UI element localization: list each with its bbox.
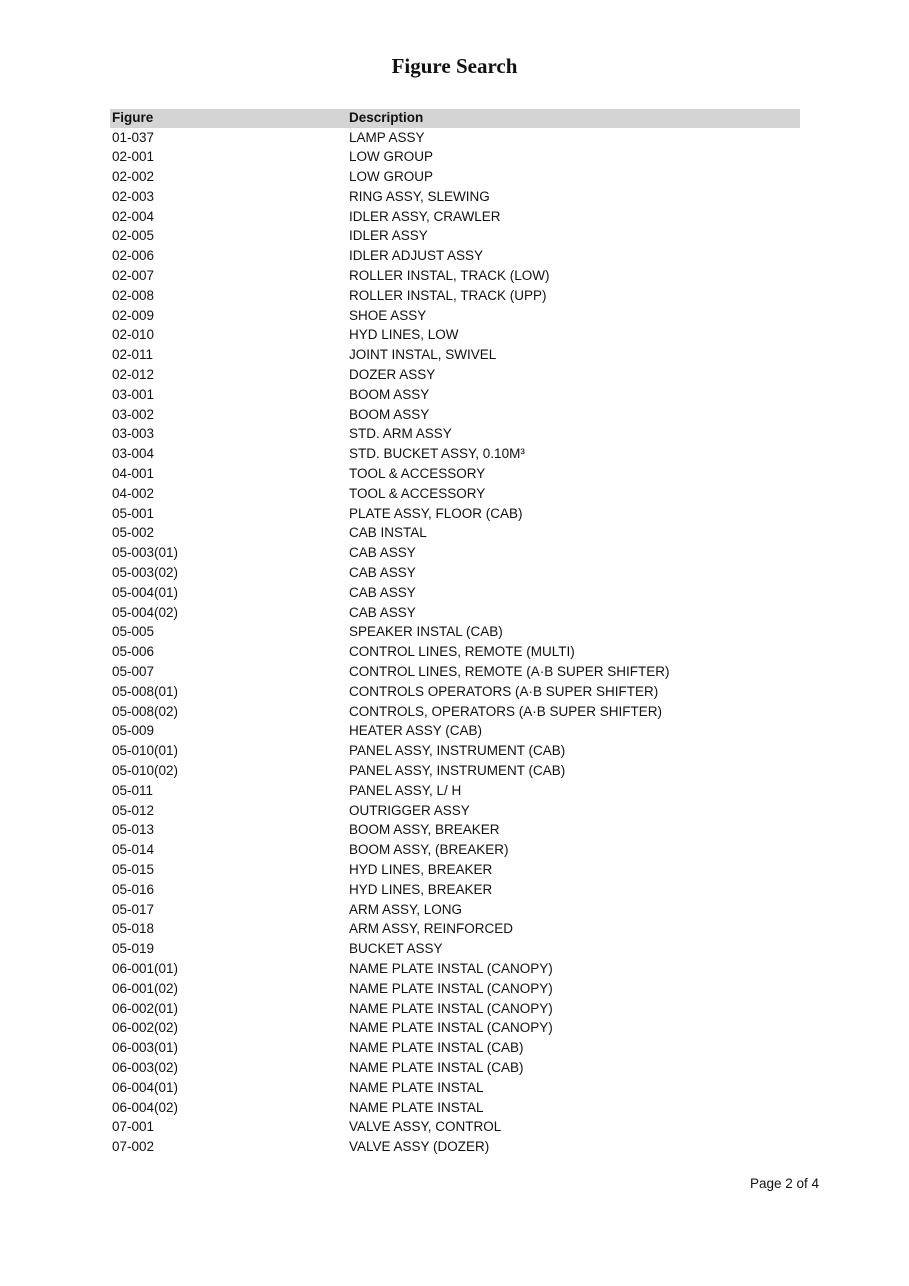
table-row[interactable]: [110, 1059, 800, 1079]
figure-table: [110, 129, 800, 1158]
table-row[interactable]: [110, 307, 800, 327]
figure-number[interactable]: 05-014: [112, 842, 155, 858]
figure-description: BOOM ASSY: [349, 406, 430, 422]
table-row[interactable]: [110, 227, 800, 247]
table-row[interactable]: [110, 584, 800, 604]
table-row[interactable]: [110, 920, 800, 940]
page-title: Figure Search: [391, 54, 518, 78]
table-row[interactable]: [110, 148, 800, 168]
table-row[interactable]: [110, 980, 800, 1000]
figure-number[interactable]: 07-001: [112, 1119, 155, 1135]
table-row[interactable]: [110, 485, 800, 505]
figure-number[interactable]: 06-004(02): [112, 1099, 179, 1115]
figure-number[interactable]: 05-002: [112, 525, 155, 541]
figure-description: CAB ASSY: [349, 604, 416, 620]
figure-description: SPEAKER INSTAL (CAB): [349, 624, 503, 640]
figure-number[interactable]: 06-001(01): [112, 960, 179, 976]
figure-number[interactable]: 06-003(02): [112, 1059, 179, 1075]
figure-description: CAB INSTAL: [349, 525, 427, 541]
figure-description: JOINT INSTAL, SWIVEL: [349, 347, 497, 363]
figure-number[interactable]: 06-002(02): [112, 1020, 179, 1036]
figure-description: BOOM ASSY, BREAKER: [349, 822, 500, 838]
figure-description: NAME PLATE INSTAL (CAB): [349, 1040, 524, 1056]
figure-number[interactable]: 02-011: [112, 347, 154, 363]
figure-description: NAME PLATE INSTAL: [349, 1079, 484, 1095]
table-row[interactable]: [110, 168, 800, 188]
figure-description: HYD LINES, BREAKER: [349, 881, 493, 897]
figure-description: TOOL & ACCESSORY: [349, 485, 486, 501]
figure-description: PANEL ASSY, L/ H: [349, 782, 462, 798]
figure-description: NAME PLATE INSTAL (CAB): [349, 1059, 524, 1075]
figure-number[interactable]: 07-002: [112, 1139, 155, 1155]
table-row[interactable]: [110, 881, 800, 901]
figure-number[interactable]: 05-005: [112, 624, 155, 640]
table-row[interactable]: [110, 663, 800, 683]
table-row[interactable]: [110, 326, 800, 346]
table-row[interactable]: [110, 208, 800, 228]
figure-number[interactable]: 05-007: [112, 664, 155, 680]
table-row[interactable]: [110, 940, 800, 960]
table-row[interactable]: [110, 1000, 800, 1020]
table-row[interactable]: [110, 524, 800, 544]
table-row[interactable]: [110, 267, 800, 287]
table-row[interactable]: [110, 683, 800, 703]
figure-number[interactable]: 06-004(01): [112, 1079, 179, 1095]
table-row[interactable]: [110, 802, 800, 822]
figure-description: VALVE ASSY, CONTROL: [349, 1119, 502, 1135]
figure-description: BOOM ASSY, (BREAKER): [349, 842, 509, 858]
figure-number[interactable]: 03-003: [112, 426, 155, 442]
figure-number[interactable]: 02-006: [112, 248, 155, 264]
table-row[interactable]: [110, 960, 800, 980]
figure-description: BOOM ASSY: [349, 386, 430, 402]
figure-description: VALVE ASSY (DOZER): [349, 1139, 490, 1155]
figure-number[interactable]: 05-019: [112, 941, 155, 957]
figure-number[interactable]: 05-015: [112, 861, 155, 877]
figure-number[interactable]: 02-004: [112, 208, 155, 224]
table-row[interactable]: [110, 188, 800, 208]
table-row[interactable]: [110, 129, 800, 149]
column-header-description: Description: [349, 110, 424, 125]
figure-number[interactable]: 05-004(02): [112, 604, 179, 620]
figure-description: CONTROL LINES, REMOTE (A·B SUPER SHIFTER): [349, 664, 670, 680]
figure-number[interactable]: 02-003: [112, 188, 155, 204]
figure-description: CAB ASSY: [349, 565, 416, 581]
figure-number[interactable]: 05-017: [112, 901, 155, 917]
figure-number[interactable]: 01-037: [112, 129, 155, 145]
figure-description: CAB ASSY: [349, 545, 416, 561]
table-row[interactable]: [110, 366, 800, 386]
table-row[interactable]: [110, 505, 800, 525]
figure-description: LOW GROUP: [349, 149, 434, 165]
table-row[interactable]: [110, 1019, 800, 1039]
column-header-figure: Figure: [112, 110, 154, 125]
figure-number[interactable]: 05-016: [112, 881, 155, 897]
table-row[interactable]: [110, 386, 800, 406]
figure-number[interactable]: 05-012: [112, 802, 155, 818]
figure-description: CONTROLS, OPERATORS (A·B SUPER SHIFTER): [349, 703, 663, 719]
figure-number[interactable]: 05-010(02): [112, 763, 179, 778]
table-row[interactable]: [110, 544, 800, 564]
figure-description: PLATE ASSY, FLOOR (CAB): [349, 505, 523, 521]
figure-number[interactable]: 03-001: [112, 386, 155, 402]
table-row[interactable]: [110, 861, 800, 881]
figure-description: HYD LINES, BREAKER: [349, 861, 493, 877]
figure-number[interactable]: 05-001: [112, 505, 155, 521]
figure-description: TOOL & ACCESSORY: [349, 466, 486, 482]
figure-number[interactable]: 05-009: [112, 723, 155, 739]
table-row[interactable]: [110, 841, 800, 861]
figure-number[interactable]: 02-009: [112, 307, 155, 323]
figure-description: SHOE ASSY: [349, 307, 427, 323]
figure-number[interactable]: 04-002: [112, 485, 155, 501]
table-row[interactable]: [110, 1138, 800, 1158]
figure-description: HYD LINES, LOW: [349, 327, 459, 343]
figure-description: LAMP ASSY: [349, 129, 425, 145]
figure-description: OUTRIGGER ASSY: [349, 802, 470, 818]
table-header: [110, 109, 800, 128]
figure-description: ARM ASSY, REINFORCED: [349, 921, 514, 937]
figure-description: HEATER ASSY (CAB): [349, 723, 483, 739]
figure-number[interactable]: 05-008(02): [112, 703, 179, 719]
table-row[interactable]: [110, 406, 800, 426]
figure-description: NAME PLATE INSTAL: [349, 1099, 484, 1115]
figure-number[interactable]: 06-003(01): [112, 1040, 179, 1056]
figure-number[interactable]: 02-007: [112, 268, 155, 284]
figure-description: NAME PLATE INSTAL (CANOPY): [349, 980, 553, 996]
figure-number[interactable]: 03-004: [112, 446, 155, 462]
figure-number[interactable]: 05-004(01): [112, 584, 179, 600]
figure-number[interactable]: 05-003(02): [112, 565, 179, 581]
table-row[interactable]: [110, 445, 800, 465]
figure-description: ROLLER INSTAL, TRACK (UPP): [349, 287, 547, 303]
table-row[interactable]: [110, 703, 800, 723]
table-row[interactable]: [110, 346, 800, 366]
figure-number[interactable]: 02-008: [112, 287, 155, 303]
table-row[interactable]: [110, 901, 800, 921]
figure-number[interactable]: 05-006: [112, 644, 155, 660]
table-row[interactable]: [110, 287, 800, 307]
figure-description: CAB ASSY: [349, 584, 416, 600]
table-row[interactable]: [110, 762, 800, 782]
table-row[interactable]: [110, 1118, 800, 1138]
table-row[interactable]: [110, 782, 800, 802]
figure-description: STD. ARM ASSY: [349, 426, 452, 442]
figure-number[interactable]: 02-010: [112, 327, 155, 343]
figure-number[interactable]: 02-012: [112, 367, 155, 383]
figure-number[interactable]: 02-002: [112, 169, 155, 185]
figure-description: ARM ASSY, LONG: [349, 901, 463, 917]
figure-number[interactable]: 05-010(01): [112, 743, 179, 759]
figure-description: IDLER ASSY, CRAWLER: [349, 208, 501, 224]
table-row[interactable]: [110, 1039, 800, 1059]
figure-description: ROLLER INSTAL, TRACK (LOW): [349, 268, 550, 284]
page-number: Page 2 of 4: [749, 1176, 819, 1191]
figure-description: RING ASSY, SLEWING: [349, 188, 490, 204]
figure-description: IDLER ASSY: [349, 228, 428, 244]
figure-number[interactable]: 02-005: [112, 228, 155, 244]
figure-number[interactable]: 05-008(01): [112, 683, 179, 699]
figure-number[interactable]: 04-001: [112, 466, 155, 482]
table-row[interactable]: [110, 1079, 800, 1099]
table-row[interactable]: [110, 623, 800, 643]
figure-number[interactable]: 05-011: [112, 782, 154, 798]
figure-description: STD. BUCKET ASSY, 0.10M³: [349, 446, 525, 462]
table-row[interactable]: [110, 564, 800, 584]
table-row[interactable]: [110, 425, 800, 445]
figure-description: CONTROLS OPERATORS (A·B SUPER SHIFTER): [349, 683, 659, 699]
table-row[interactable]: [110, 722, 800, 742]
table-row[interactable]: [110, 643, 800, 663]
table-row[interactable]: [110, 465, 800, 485]
figure-number[interactable]: 05-003(01): [112, 545, 179, 561]
figure-description: NAME PLATE INSTAL (CANOPY): [349, 1000, 553, 1016]
table-row[interactable]: [110, 821, 800, 841]
figure-number[interactable]: 06-002(01): [112, 1000, 179, 1016]
figure-description: PANEL ASSY, INSTRUMENT (CAB): [349, 763, 566, 778]
figure-number[interactable]: 06-001(02): [112, 980, 179, 996]
figure-description: IDLER ADJUST ASSY: [349, 248, 484, 264]
figure-number[interactable]: 05-018: [112, 921, 155, 937]
table-row[interactable]: [110, 604, 800, 624]
figure-number[interactable]: 02-001: [112, 149, 155, 165]
figure-description: BUCKET ASSY: [349, 941, 443, 957]
figure-description: NAME PLATE INSTAL (CANOPY): [349, 1020, 553, 1036]
figure-description: LOW GROUP: [349, 169, 434, 185]
figure-number[interactable]: 05-013: [112, 822, 155, 838]
figure-description: CONTROL LINES, REMOTE (MULTI): [349, 644, 575, 660]
figure-description: PANEL ASSY, INSTRUMENT (CAB): [349, 743, 566, 759]
table-row[interactable]: [110, 247, 800, 267]
table-row[interactable]: [110, 742, 800, 762]
table-row[interactable]: [110, 1099, 800, 1119]
figure-description: NAME PLATE INSTAL (CANOPY): [349, 960, 553, 976]
figure-number[interactable]: 03-002: [112, 406, 155, 422]
figure-description: DOZER ASSY: [349, 367, 436, 383]
